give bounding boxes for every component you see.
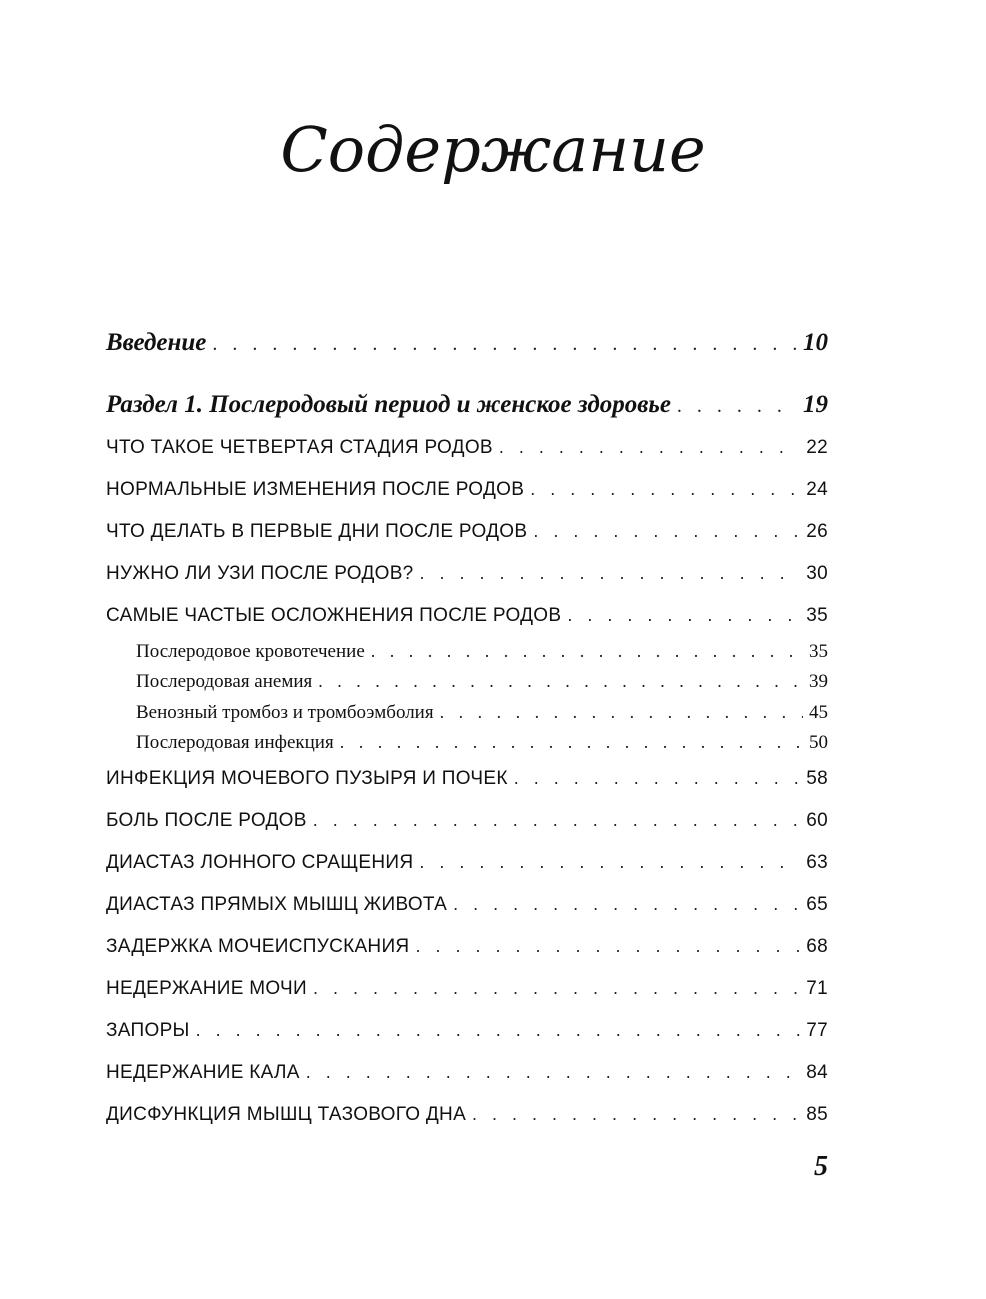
- toc-entry-label: ДИАСТАЗ ЛОННОГО СРАЩЕНИЯ: [106, 852, 414, 873]
- toc-entry-page: 35: [806, 605, 828, 626]
- toc-entry-page: 26: [806, 521, 828, 542]
- toc-entry-label: ЗАДЕРЖКА МОЧЕИСПУСКАНИЯ: [106, 936, 410, 957]
- toc-entry-label: ДИАСТАЗ ПРЯМЫХ МЫШЦ ЖИВОТА: [106, 894, 448, 915]
- toc-entry-section-1: [106, 390, 828, 421]
- toc-entry: [106, 1017, 828, 1044]
- dot-leader: [313, 807, 801, 833]
- toc-entry-page: 68: [806, 936, 828, 957]
- toc-entry-page: 77: [806, 1020, 828, 1041]
- toc-entry-page: 24: [806, 479, 828, 500]
- toc-entry-page: 85: [806, 1104, 828, 1125]
- toc-subentry-label: Венозный тромбоз и тромбоэмболия: [136, 702, 434, 723]
- toc-entry: [106, 975, 828, 1002]
- dot-leader: [306, 1059, 801, 1085]
- toc-entry: [106, 891, 828, 918]
- toc-entry: [106, 933, 828, 960]
- toc-subentry-label: Послеродовое кровотечение: [136, 641, 365, 662]
- toc-entry-label: ИНФЕКЦИЯ МОЧЕВОГО ПУЗЫРЯ И ПОЧЕК: [106, 768, 508, 789]
- toc-entry: [106, 807, 828, 834]
- toc-subentry-page: 45: [809, 702, 828, 723]
- toc-entry-page: 19: [803, 391, 828, 418]
- toc-entry-label: ЧТО ДЕЛАТЬ В ПЕРВЫЕ ДНИ ПОСЛЕ РОДОВ: [106, 521, 528, 542]
- dot-leader: [567, 602, 800, 628]
- toc-subentry-page: 35: [809, 641, 828, 662]
- toc-entry-label: ЗАПОРЫ: [106, 1020, 190, 1041]
- toc-entry: [106, 849, 828, 876]
- dot-leader: [196, 1017, 801, 1043]
- toc-entry-label: ЧТО ТАКОЕ ЧЕТВЕРТАЯ СТАДИЯ РОДОВ: [106, 437, 493, 458]
- dot-leader: [318, 669, 803, 693]
- toc-entry-label: БОЛЬ ПОСЛЕ РОДОВ: [106, 810, 307, 831]
- dot-leader: [499, 434, 800, 460]
- toc-entry-page: 63: [806, 852, 828, 873]
- toc-entry-label: Введение: [106, 329, 207, 356]
- toc-entry: [106, 1059, 828, 1086]
- toc-entry-page: 58: [806, 768, 828, 789]
- toc-entry-label: НОРМАЛЬНЫЕ ИЗМЕНЕНИЯ ПОСЛЕ РОДОВ: [106, 479, 525, 500]
- toc-entry-page: 65: [806, 894, 828, 915]
- toc-entry: [106, 1101, 828, 1128]
- toc-subentry: [136, 669, 828, 694]
- dot-leader: [533, 518, 800, 544]
- dot-leader: [415, 933, 800, 959]
- toc-entry-label: НЕДЕРЖАНИЕ МОЧИ: [106, 978, 307, 999]
- toc-entry-label: Раздел 1. Послеродовый период и женское здоровье: [106, 391, 671, 418]
- dot-leader: [371, 639, 803, 663]
- dot-leader: [514, 765, 801, 791]
- toc-subentry: [136, 730, 828, 755]
- page-number: 5: [814, 1151, 828, 1182]
- toc-entry: [106, 434, 828, 461]
- dot-leader: [340, 730, 803, 754]
- dot-leader: [453, 891, 800, 917]
- dot-leader: [530, 476, 800, 502]
- dot-leader: [212, 329, 797, 359]
- toc-entry-label: САМЫЕ ЧАСТЫЕ ОСЛОЖНЕНИЯ ПОСЛЕ РОДОВ: [106, 605, 562, 626]
- toc-entry: [106, 765, 828, 792]
- toc-entry-page: 60: [806, 810, 828, 831]
- toc-entry-page: 30: [806, 563, 828, 584]
- dot-leader: [440, 700, 803, 724]
- dot-leader: [472, 1101, 800, 1127]
- toc-entry-label: ДИСФУНКЦИЯ МЫШЦ ТАЗОВОГО ДНА: [106, 1104, 467, 1125]
- dot-leader: [313, 975, 800, 1001]
- toc-subentry-page: 39: [809, 671, 828, 692]
- toc-entry-label: НЕДЕРЖАНИЕ КАЛА: [106, 1062, 300, 1083]
- toc-subentry-label: Послеродовая инфекция: [136, 732, 334, 753]
- toc-entry: [106, 476, 828, 503]
- toc-entry-page: 22: [806, 437, 828, 458]
- toc-entry-page: 84: [806, 1062, 828, 1083]
- toc-entry-introduction: [106, 328, 828, 359]
- toc-subentry: [136, 700, 828, 725]
- dot-leader: [677, 391, 797, 421]
- toc-subentry-page: 50: [809, 732, 828, 753]
- toc-subentry-label: Послеродовая анемия: [136, 671, 313, 692]
- dot-leader: [419, 849, 800, 875]
- toc-entry: [106, 602, 828, 629]
- toc-entry-page: 10: [803, 329, 828, 356]
- toc-entry-label: НУЖНО ЛИ УЗИ ПОСЛЕ РОДОВ?: [106, 563, 414, 584]
- toc-entry: [106, 518, 828, 545]
- toc-entry-page: 71: [806, 978, 828, 999]
- dot-leader: [420, 560, 801, 586]
- page-title: Содержание: [280, 113, 706, 186]
- toc-subentry: [136, 639, 828, 664]
- toc-entry: [106, 560, 828, 587]
- table-of-contents: [106, 0, 828, 1299]
